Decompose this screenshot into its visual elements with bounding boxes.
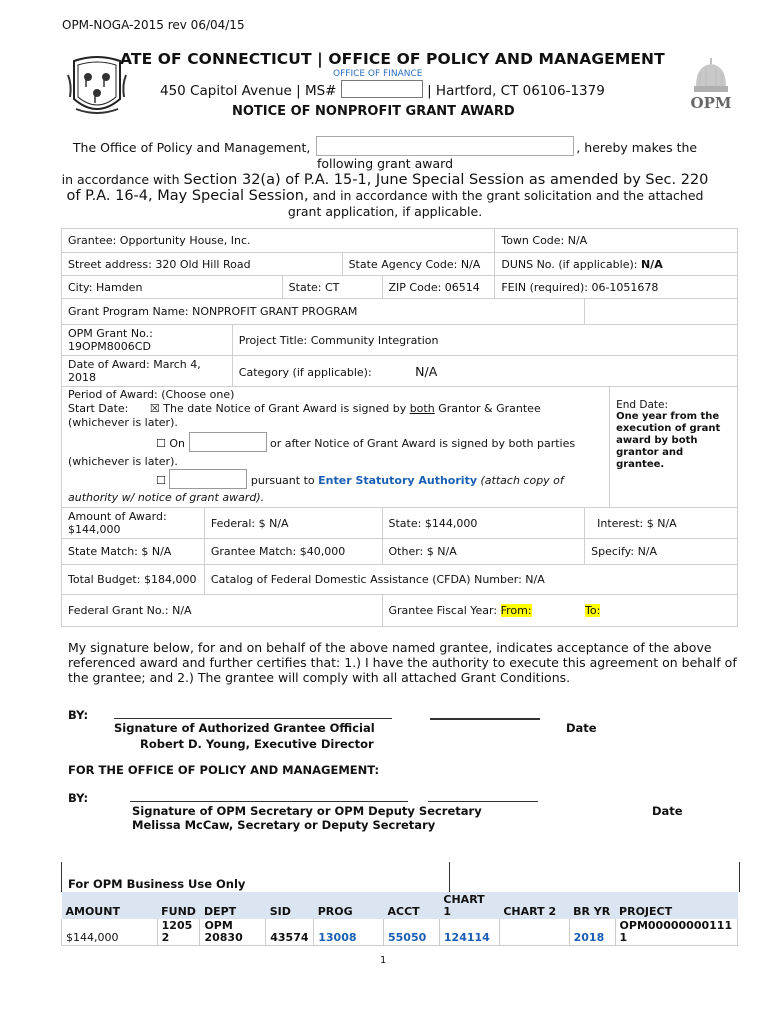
option-1-row: [68, 402, 603, 416]
ms-number-field[interactable]: [341, 80, 423, 98]
option-3-checkbox[interactable]: ☐: [156, 474, 166, 487]
intro-part3c: and in accordance with the grant solicitation and the attached grant application, if applicable.: [287, 188, 704, 219]
agency-title: ATE OF CONNECTICUT | OFFICE OF POLICY AND MANAGEMENT: [120, 50, 665, 68]
connecticut-seal-icon: [66, 55, 128, 117]
grant-details-table: [61, 228, 738, 627]
option-3-tail-2: authority w/ notice of grant award).: [68, 491, 265, 504]
option-3-date-field[interactable]: [169, 469, 247, 489]
grantee-cell: Grantee: Opportunity House, Inc.: [62, 229, 495, 253]
option-2-checkbox[interactable]: ☐: [156, 437, 166, 450]
option-1-checkbox[interactable]: ☒: [149, 402, 160, 415]
header-chart1: CHART 1: [439, 892, 499, 919]
opm-date-line[interactable]: [428, 801, 538, 802]
end-date-cell: [610, 387, 738, 508]
federal-grant-no-cell: Federal Grant No.: N/A: [62, 595, 383, 627]
opm-signature-label: Signature of OPM Secretary or OPM Deputy Secretary: [132, 804, 482, 818]
specify-cell: Specify: N/A: [585, 539, 738, 565]
grantee-signature-line[interactable]: [114, 718, 392, 719]
end-date-label: End Date:: [616, 399, 669, 411]
date-of-award-cell: Date of Award: March 4, 2018: [62, 356, 233, 387]
header-dept: DEPT: [200, 892, 266, 919]
statutory-reference: Section 32(a) of P.A. 15-1, June Special Session as amended by Sec. 220 of P.A. 16-4, May Special Session,: [66, 172, 709, 204]
state-match-cell: State Match: $ N/A: [62, 539, 205, 565]
fiscal-year-label: Grantee Fiscal Year:: [388, 604, 498, 617]
city-cell: City: Hamden: [62, 276, 283, 299]
address-line: [160, 80, 605, 99]
business-box-divider: [449, 862, 450, 892]
start-date-label: Start Date:: [68, 402, 129, 415]
opm-capitol-logo-icon: [686, 56, 736, 116]
opm-official-name: Melissa McCaw, Secretary or Deputy Secretary: [132, 818, 436, 832]
state-agency-code-cell: State Agency Code: N/A: [342, 253, 495, 276]
option-2-date-field[interactable]: [189, 432, 267, 452]
acceptance-paragraph: My signature below, for and on behalf of the above named grantee, indicates acceptance of the above referenced award and further certifies that: 1.) I have the authority to execute this agreement on behalf of the grantee; and 2.) The grantee will comply with all attached Grant Conditions.: [68, 640, 737, 685]
value-dept: OPM 20830: [200, 919, 266, 946]
by-label-2: BY:: [68, 791, 89, 805]
category-value: N/A: [415, 363, 438, 379]
value-chart2: [499, 919, 569, 946]
option-1-text: The date Notice of Grant Award is signed by: [163, 402, 407, 415]
total-budget-cell: Total Budget: $184,000: [62, 565, 205, 595]
value-sid: 43574: [266, 919, 314, 946]
street-address-cell: Street address: 320 Old Hill Road: [62, 253, 343, 276]
federal-amount-cell: Federal: $ N/A: [204, 508, 382, 539]
program-name-cell: Grant Program Name: NONPROFIT GRANT PROGRAM: [62, 299, 585, 325]
value-fund: 12052: [157, 919, 200, 946]
opm-date-label: Date: [652, 804, 683, 818]
state-amount-cell: State: $144,000: [382, 508, 585, 539]
grantee-match-cell: Grantee Match: $40,000: [204, 539, 382, 565]
interest-cell: Interest: $ N/A: [585, 508, 738, 539]
state-cell: State: CT: [282, 276, 382, 299]
value-amount: $144,000: [62, 919, 158, 946]
project-title-cell: Project Title: Community Integration: [232, 325, 737, 356]
duns-cell: [495, 253, 738, 276]
whichever-later-2: (whichever is later).: [68, 455, 178, 468]
business-use-table: [61, 892, 738, 946]
duns-value: N/A: [640, 257, 663, 271]
business-use-title: For OPM Business Use Only: [68, 877, 246, 891]
other-amount-cell: Other: $ N/A: [382, 539, 585, 565]
by-label-1: BY:: [68, 708, 89, 722]
office-of-finance-label: OFFICE OF FINANCE: [333, 69, 423, 79]
intro-paragraph: [60, 136, 710, 220]
value-br-yr: 2018: [569, 919, 615, 946]
opm-signature-line[interactable]: [130, 801, 408, 802]
fiscal-year-cell: [382, 595, 737, 627]
address-suffix: | Hartford, CT 06106-1379: [427, 83, 605, 99]
duns-label: DUNS No. (if applicable):: [501, 257, 638, 271]
header-chart2: CHART 2: [499, 892, 569, 919]
intro-part3a: in accordance with: [61, 172, 180, 187]
form-id: OPM-NOGA-2015 rev 06/04/15: [62, 18, 245, 32]
option-1-text-b: Grantor & Grantee: [438, 402, 541, 415]
header-prog: PROG: [314, 892, 384, 919]
empty-cell: [585, 299, 738, 325]
value-project: OPM000000001111: [615, 919, 737, 946]
option-3-tail: (attach copy of: [480, 474, 564, 487]
header-sid: SID: [266, 892, 314, 919]
grantee-date-line[interactable]: [430, 718, 540, 720]
header-fund: FUND: [157, 892, 200, 919]
value-chart1: 124114: [439, 919, 499, 946]
value-prog: 13008: [314, 919, 384, 946]
cfda-cell: Catalog of Federal Domestic Assistance (CFDA) Number: N/A: [204, 565, 737, 595]
whichever-later-1: (whichever is later).: [68, 416, 178, 429]
address-prefix: 450 Capitol Avenue | MS#: [160, 83, 337, 99]
grantee-signature-label: Signature of Authorized Grantee Official: [114, 721, 375, 735]
option-2-row: [68, 432, 603, 452]
business-values-row: [62, 919, 738, 946]
period-label: Period of Award: (Choose one): [68, 388, 235, 401]
fiscal-year-to[interactable]: To:: [585, 604, 601, 617]
notice-title: NOTICE OF NONPROFIT GRANT AWARD: [232, 104, 515, 119]
grantee-official-name: Robert D. Young, Executive Director: [140, 737, 374, 751]
end-date-value: One year from the execution of grant award by both grantor and grantee.: [616, 411, 721, 470]
option-3-row: [68, 469, 603, 489]
intro-part2: , hereby makes the following grant award: [316, 140, 698, 171]
header-br-yr: BR YR: [569, 892, 615, 919]
option-2-on: On: [169, 437, 186, 450]
office-name-field[interactable]: [316, 136, 574, 156]
fein-cell: FEIN (required): 06-1051678: [495, 276, 738, 299]
option-2-text: or after Notice of Grant Award is signed by both parties: [270, 437, 576, 450]
header-project: PROJECT: [615, 892, 737, 919]
opm-logo-text: OPM: [690, 94, 732, 112]
period-of-award-cell: [62, 387, 610, 508]
zip-cell: ZIP Code: 06514: [382, 276, 495, 299]
option-3-text: pursuant to: [250, 474, 315, 487]
value-acct: 55050: [384, 919, 440, 946]
header-acct: ACCT: [384, 892, 440, 919]
header-amount: AMOUNT: [62, 892, 158, 919]
option-1-both: both: [409, 402, 435, 415]
amount-of-award-cell: Amount of Award: $144,000: [62, 508, 205, 539]
grantee-date-label: Date: [566, 721, 597, 735]
category-label: Category (if applicable):: [238, 365, 372, 379]
intro-part1: The Office of Policy and Management,: [72, 140, 311, 155]
town-code-cell: Town Code: N/A: [495, 229, 738, 253]
opm-section-heading: FOR THE OFFICE OF POLICY AND MANAGEMENT:: [68, 763, 380, 777]
fiscal-year-from[interactable]: From:: [500, 604, 532, 617]
category-cell: [232, 356, 737, 387]
grant-number-cell: OPM Grant No.: 19OPM8006CD: [62, 325, 233, 356]
page-number: 1: [380, 955, 387, 966]
statutory-authority-link[interactable]: Enter Statutory Authority: [318, 474, 477, 487]
